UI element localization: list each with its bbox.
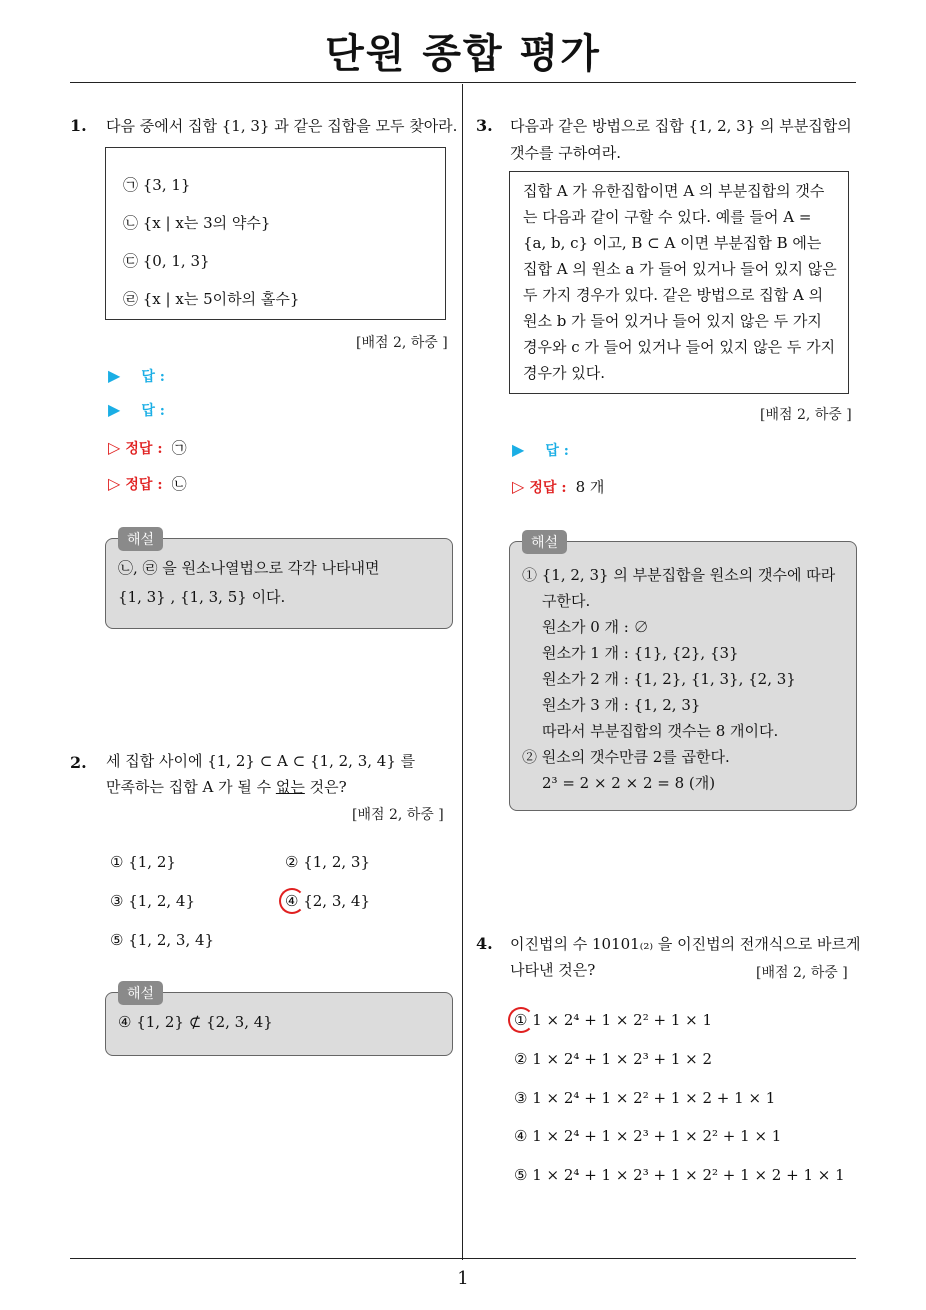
q4-score: [배점 2, 하중 ] (756, 965, 848, 981)
explanation-text: 원소가 3 개 : {1, 2, 3} (542, 696, 701, 714)
q1-correct-row (108, 437, 187, 458)
bottom-rule (70, 1258, 856, 1259)
q2-score: [배점 2, 하중 ] (352, 807, 444, 823)
q4-question-line1: 이진법의 수 10101₍₂₎ 을 이진법의 전개식으로 바르게 (510, 935, 861, 953)
correct-answer: ㉡ (171, 475, 187, 493)
emphasis-underline: 없는 (275, 778, 305, 796)
q2-choice[interactable]: ⑤ {1, 2, 3, 4} (110, 931, 215, 949)
q4-choice[interactable]: ② 1 × 2⁴ + 1 × 2³ + 1 × 2 (514, 1050, 713, 1068)
explanation-tag: 해설 (118, 981, 163, 1005)
correct-answer: ㉠ (171, 439, 187, 457)
q3-info-line: 경우가 있다. (523, 364, 605, 382)
explanation-text: ② 원소의 갯수만큼 2를 곱한다. (522, 748, 730, 766)
q3-question-line1: 다음과 같은 방법으로 집합 {1, 2, 3} 의 부분집합의 (510, 117, 852, 135)
play-arrow-icon: ▶ (108, 366, 121, 385)
q3-number: 3. (476, 116, 493, 135)
explanation-text: {1, 3} , {1, 3, 5} 이다. (118, 588, 286, 606)
q1-option: ㉣ {x | x는 5이하의 홀수} (123, 290, 300, 308)
top-rule (70, 82, 856, 83)
q4-choice[interactable]: ③ 1 × 2⁴ + 1 × 2² + 1 × 2 + 1 × 1 (514, 1089, 776, 1107)
explanation-tag: 해설 (118, 527, 163, 551)
q1-answer-row (108, 366, 165, 386)
q4-question-line2: 나타낸 것은? (510, 961, 596, 979)
page-title: 단원 종합 평가 (325, 31, 601, 77)
explanation-text: 원소가 1 개 : {1}, {2}, {3} (542, 644, 739, 662)
column-divider (462, 84, 463, 1260)
outline-arrow-icon: ▷ (108, 474, 121, 493)
explanation-text: 원소가 0 개 : ∅ (542, 618, 649, 636)
q3-answer-row (512, 440, 569, 460)
play-arrow-icon: ▶ (108, 400, 121, 419)
q1-score: [배점 2, 하중 ] (356, 335, 448, 351)
q3-correct-row (512, 476, 604, 497)
q1-answer-row (108, 400, 165, 420)
q1-option: ㉡ {x | x는 3의 약수} (123, 214, 271, 232)
correct-answer: 8 개 (575, 478, 605, 496)
q2-number: 2. (70, 753, 87, 772)
q3-info-box (509, 171, 849, 394)
q3-info-line: 집합 A 가 유한집합이면 A 의 부분집합의 갯수 (523, 182, 825, 200)
q1-question: 다음 중에서 집합 {1, 3} 과 같은 집합을 모두 찾아라. (106, 117, 458, 135)
q4-choice[interactable]: ⑤ 1 × 2⁴ + 1 × 2³ + 1 × 2² + 1 × 2 + 1 × 1 (514, 1166, 845, 1184)
q2-choice[interactable]: ① {1, 2} (110, 853, 176, 871)
q3-score: [배점 2, 하중 ] (760, 407, 852, 423)
q3-explanation-box (509, 541, 857, 811)
answer-label: 답 : (545, 443, 569, 459)
q2-choice[interactable]: ② {1, 2, 3} (285, 853, 371, 871)
explanation-tag: 해설 (522, 530, 567, 554)
q1-options-box (105, 147, 446, 320)
explanation-text: ① {1, 2, 3} 의 부분집합을 원소의 갯수에 따라 (522, 566, 836, 584)
q1-correct-row (108, 473, 187, 494)
play-arrow-icon: ▶ (512, 440, 525, 459)
q1-explanation-box (105, 538, 453, 629)
q3-info-line: 원소 b 가 들어 있거나 들어 있지 않은 두 가지 (523, 312, 822, 330)
q1-option: ㉠ {3, 1} (123, 176, 191, 194)
explanation-text: 2³ = 2 × 2 × 2 = 8 (개) (542, 774, 716, 792)
page-number: 1 (457, 1268, 469, 1289)
q2-choice[interactable]: ④ {2, 3, 4} (285, 892, 371, 910)
correct-label: 정답 : (529, 480, 567, 496)
q1-number: 1. (70, 116, 87, 135)
q2-choice[interactable]: ③ {1, 2, 4} (110, 892, 196, 910)
correct-label: 정답 : (125, 441, 163, 457)
explanation-text: ④ {1, 2} ⊄ {2, 3, 4} (118, 1013, 273, 1031)
outline-arrow-icon: ▷ (108, 438, 121, 457)
q4-number: 4. (476, 934, 493, 953)
explanation-text: 원소가 2 개 : {1, 2}, {1, 3}, {2, 3} (542, 670, 796, 688)
q3-info-line: 집합 A 의 원소 a 가 들어 있거나 들어 있지 않은 (523, 260, 837, 278)
q4-choice[interactable]: ① 1 × 2⁴ + 1 × 2² + 1 × 1 (514, 1011, 713, 1029)
explanation-text: ㉡, ㉣ 을 원소나열법으로 각각 나타내면 (118, 559, 380, 577)
selected-answer-circle-icon (508, 1007, 534, 1033)
answer-label: 답 : (141, 403, 165, 419)
q3-question-line2: 갯수를 구하여라. (510, 144, 621, 162)
q3-info-line: {a, b, c} 이고, B ⊂ A 이면 부분집합 B 에는 (523, 234, 822, 252)
correct-label: 정답 : (125, 477, 163, 493)
q2-question-line2: 만족하는 집합 A 가 될 수 없는 것은? (106, 778, 347, 796)
q3-info-line: 경우와 c 가 들어 있거나 들어 있지 않은 두 가지 (523, 338, 836, 356)
q2-question-line1: 세 집합 사이에 {1, 2} ⊂ A ⊂ {1, 2, 3, 4} 를 (106, 752, 416, 770)
q1-option: ㉢ {0, 1, 3} (123, 252, 210, 270)
q4-choice[interactable]: ④ 1 × 2⁴ + 1 × 2³ + 1 × 2² + 1 × 1 (514, 1127, 782, 1145)
explanation-text: 따라서 부분집합의 갯수는 8 개이다. (542, 722, 779, 740)
outline-arrow-icon: ▷ (512, 477, 525, 496)
answer-label: 답 : (141, 369, 165, 385)
selected-answer-circle-icon (279, 888, 305, 914)
explanation-text: 구한다. (542, 592, 591, 610)
q3-info-line: 는 다음과 같이 구할 수 있다. 예를 들어 A = (523, 208, 812, 226)
q3-info-line: 두 가지 경우가 있다. 같은 방법으로 집합 A 의 (523, 286, 824, 304)
